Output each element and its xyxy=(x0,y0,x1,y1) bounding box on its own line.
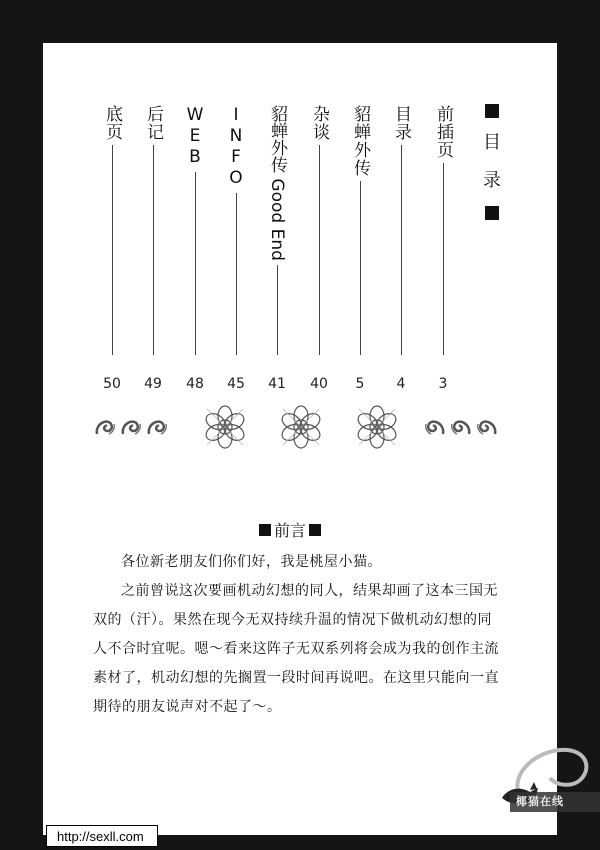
toc-entry xyxy=(183,105,207,392)
toc-leader-line xyxy=(153,145,154,355)
toc-leader-line xyxy=(443,163,444,355)
site-url-label[interactable]: http://sexll.com xyxy=(46,825,158,847)
toc-entry-title: 貂蝉外传 xyxy=(350,105,370,177)
preface-title xyxy=(259,518,321,541)
flower-ornament xyxy=(279,406,322,448)
toc-entry-page: 40 xyxy=(310,376,328,392)
toc-entry-page: 45 xyxy=(227,376,245,392)
toc-leader-line xyxy=(236,193,237,355)
toc-heading xyxy=(479,98,505,226)
toc-entry-page: 49 xyxy=(144,376,162,392)
toc-entry-title: WEB xyxy=(185,105,205,168)
toc-entry-page: 48 xyxy=(186,376,204,392)
toc-leader-line xyxy=(112,145,113,355)
decorative-ornament-row xyxy=(43,403,557,453)
toc-entry-page: 50 xyxy=(103,376,121,392)
toc-entry xyxy=(265,105,289,392)
title-square-left xyxy=(259,524,271,536)
toc-entry xyxy=(141,105,165,392)
toc-entry xyxy=(100,105,124,392)
swirl-ornament-left-group xyxy=(97,422,166,434)
toc-entry-title: 后记 xyxy=(143,105,163,141)
toc-entry xyxy=(307,105,331,392)
toc-leader-line xyxy=(360,181,361,355)
logo-text: 椰猫在线 xyxy=(516,795,564,808)
flower-ornament xyxy=(203,406,246,448)
toc-leader-line xyxy=(277,265,278,355)
preface-paragraph: 各位新老朋友们你们好，我是桃屋小猫。 xyxy=(121,554,382,570)
toc-heading-char-1: 目 xyxy=(483,132,501,153)
preface-body xyxy=(93,548,503,722)
toc-entry-page: 41 xyxy=(268,376,286,392)
toc-heading-char-2: 录 xyxy=(483,170,501,191)
toc-entry xyxy=(389,105,413,392)
toc-entry-page: 3 xyxy=(438,376,448,392)
toc-entry xyxy=(431,105,455,392)
toc-leader-line xyxy=(401,145,402,355)
toc-entry xyxy=(224,105,248,392)
document-page xyxy=(43,43,557,835)
heading-square-top xyxy=(485,104,499,118)
toc-entry-page: 4 xyxy=(396,376,406,392)
toc-entry-title: 目录 xyxy=(391,105,411,141)
toc-entry-title: INFO xyxy=(226,105,246,189)
swirl-ornament-right-group xyxy=(426,422,495,434)
toc-entry xyxy=(348,105,372,392)
preface-paragraph: 之前曾说这次要画机动幻想的同人，结果却画了这本三国无双的（汗）。果然在现今无双持续升温的情况下做机动幻想的同人不合时宜呢。嗯～看来这阵子无双系列将会成为我的创作主流素材了，机动幻想的先搁置一段时间再说吧。在这里只能向一直期待的朋友说声对不起了～。 xyxy=(93,583,499,715)
toc-entry-title: 底页 xyxy=(102,105,122,141)
toc-leader-line xyxy=(319,145,320,355)
toc-entry-title: 杂谈 xyxy=(309,105,329,141)
title-square-right xyxy=(309,524,321,536)
heading-square-bottom xyxy=(485,206,499,220)
toc-entry-title: 前插页 xyxy=(433,105,453,159)
toc-entry-page: 5 xyxy=(355,376,365,392)
toc-entry-title: 貂蝉外传 Good End xyxy=(267,105,287,261)
preface-title-text: 前言 xyxy=(274,521,307,540)
flower-ornament xyxy=(355,406,398,448)
toc-leader-line xyxy=(195,172,196,355)
